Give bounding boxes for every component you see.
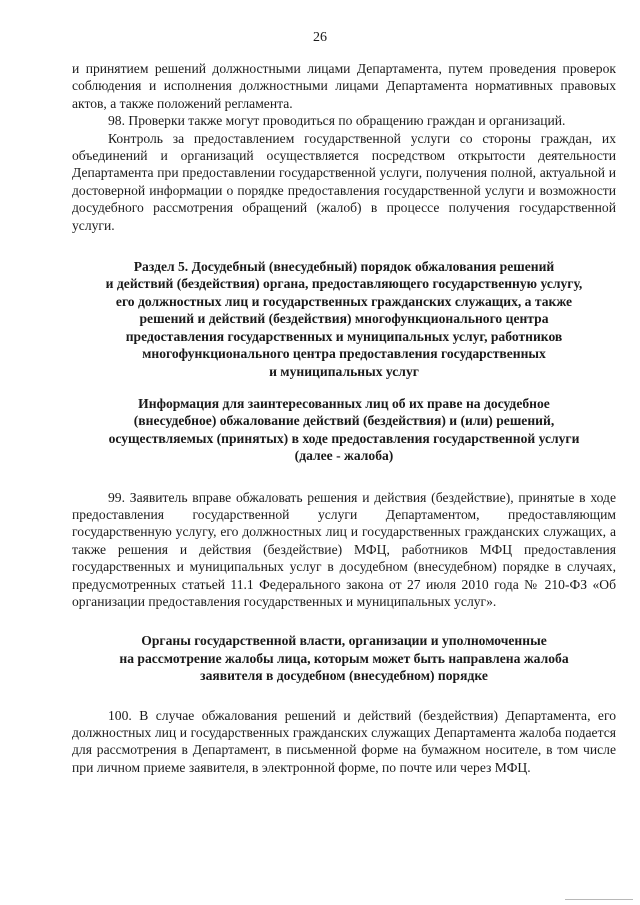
paragraph-98: 98. Проверки также могут проводиться по обращению граждан и организаций. [108,113,566,129]
section-5-heading [72,258,616,380]
paragraph-100: 100. В случае обжалования решений и действий (бездействия) Департамента, его должностных лиц и государственных гражданских служащих Департамента жалоба подается для рассмотрения в Департамент, в письменной форме на бумажном носителе, в том числе при личном приеме заявителя, в электронной форме, по почте или через МФЦ. [72,707,616,775]
heading-line: многофункционального центра предоставления государственных [142,346,546,362]
heading-line: и муниципальных услуг [269,363,419,379]
heading-line: Раздел 5. Досудебный (внесудебный) порядок обжалования решений [133,259,555,275]
heading-line: (внесудебное) обжалование действий (бездействия) и (или) решений, [133,413,555,429]
paragraph-intro: и принятием решений должностными лицами Департамента, путем проведения проверок соблюдения и исполнения должностными лицами Департамента нормативных правовых актов, а также положений регламента. [72,61,616,111]
paragraph-control: Контроль за предоставлением государственной услуги со стороны граждан, их объединений и организаций осуществляется посредством открытости деятельности Департамента при предоставлении государственной услуги, получения полной, актуальной и достоверной информации о порядке предоставления государственной услуги и возможности досудебного рассмотрения обращений (жалоб) в процессе получения государственной услуги. [72,130,616,233]
document-body [72,60,616,776]
scan-edge-line [565,899,633,900]
heading-line: решений и действий (бездействия) многофункционального центра [139,311,549,327]
heading-line: и действий (бездействия) органа, предоставляющего государственную услугу, [105,276,583,292]
heading-line: предоставления государственных и муниципальных услуг, работников [125,328,563,344]
heading-line: Информация для заинтересованных лиц об их праве на досудебное [138,395,550,411]
heading-line: (далее - жалоба) [294,448,394,464]
heading-line: его должностных лиц и государственных гражданских служащих, а также [115,293,573,309]
heading-line: осуществляемых (принятых) в ходе предоставления государственной услуги [108,430,580,446]
information-heading [72,395,616,465]
heading-line: на рассмотрение жалобы лица, которым может быть направлена жалоба [119,650,569,666]
heading-line: Органы государственной власти, организации и уполномоченные [141,633,547,649]
heading-line: заявителя в досудебном (внесудебном) порядке [200,668,488,684]
authorities-heading [72,632,616,684]
page-number: 26 [313,30,327,45]
paragraph-99: 99. Заявитель вправе обжаловать решения и действия (бездействие), принятые в ходе предоставления государственной услуги Департаментом, предоставляющим государственную услугу, его должностных лиц и государственных гражданских служащих, а также решения и действия (бездействие) МФЦ, работников МФЦ предоставления государственных и муниципальных услуг в досудебном (внесудебном) порядке в случаях, предусмотренных статьей 11.1 Федерального закона от 27 июля 2010 года № 210-ФЗ «Об организации предоставления государственных и муниципальных услуг». [72,489,616,609]
